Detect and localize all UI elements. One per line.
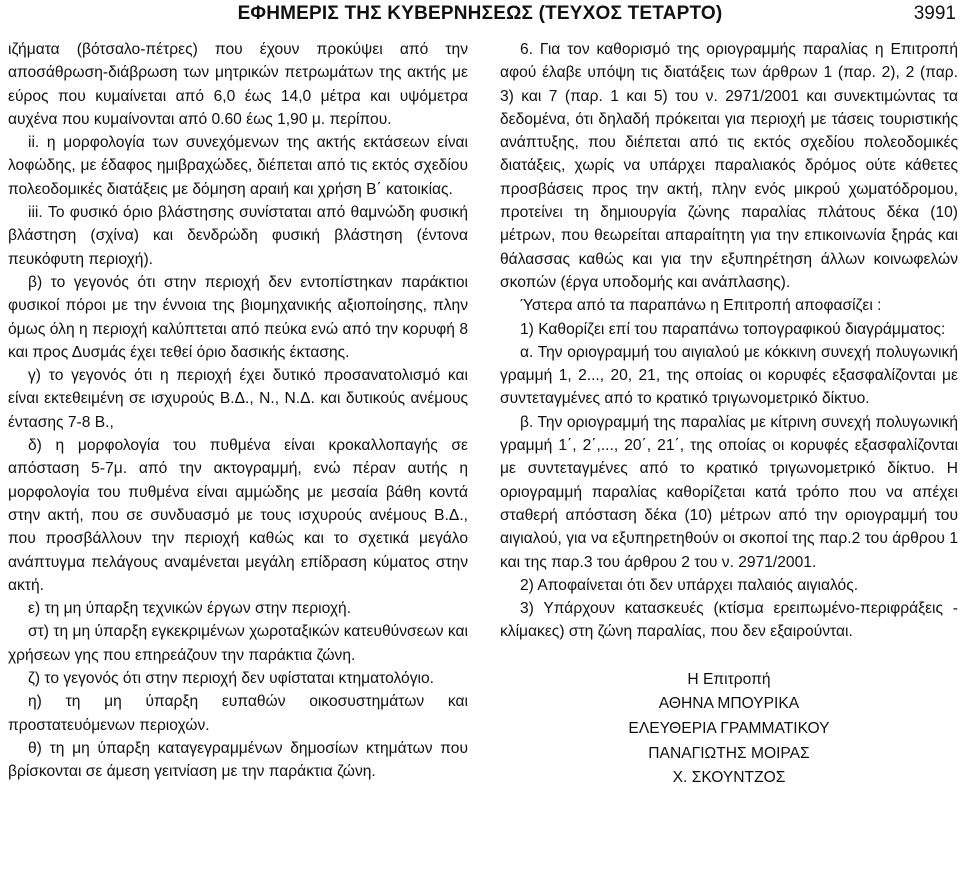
left-column [8, 38, 468, 784]
signature-member-3: ΠΑΝΑΓΙΩΤΗΣ ΜΟΙΡΑΣ [648, 744, 810, 762]
paragraph-sediments: ιζήματα (βότσαλο-πέτρες) που έχουν προκύψει από την αποσάθρωση-διάβρωση των μητρικών πετρωμάτων της ακτής με εύρος που κυμαίνεται από 6,0 έως 14,0 μέτρα και υψόμετρα αυχένα που κυμαίνονται από 0.60 έως 1,90 μ. περίπου. [8, 41, 468, 128]
signature-committee: Η Επιτροπή [687, 670, 771, 688]
paragraph-1-defines: 1) Καθορίζει επί του παραπάνω τοπογραφικού διαγράμματος: [520, 320, 946, 338]
paragraph-iii-vegetation: iii. Το φυσικό όριο βλάστησης συνίσταται από θαμνώδη φυσική βλάστηση (σχίνα) και δενδρώδη φυσική βλάστηση (έντονα πευκόφυτη περιοχή). [8, 204, 468, 268]
signature-member-1: ΑΘΗΝΑ ΜΠΟΥΡΙΚΑ [658, 695, 800, 713]
paragraph-6-shoreline-definition: 6. Για τον καθορισμό της οριογραμμής παραλίας η Επιτροπή αφού έλαβε υπόψη τις διατάξεις των άρθρων 1 (παρ. 2), 2 (παρ. 3) και 7 (παρ. 1 και 5) του ν. 2971/2001 και συνεκτιμώντας τα δεδομένα, ότι δηλαδή πρόκειται για περιοχή με τάσεις τουριστικής ανάπτυξης, που διέπεται από τις εκτός σχεδίου πολεοδομικές διατάξεις, χωρίς να υπάρχει παραλιακός δρόμος ούτε κάθετες προσβάσεις προς την ακτή, πλην ενός μικρού χωματόδρομου, προτείνει τη δημιουργία ζώνης παραλίας πλάτους δέκα (10) μέτρων, που θεωρείται απαραίτητη για την επικοινωνία ξηράς και θάλασσας καθώς και για την εξυπηρέτηση άλλων κοινωφελών σκοπών (έργα υποδομής και ανάπλασης). [500, 41, 958, 291]
paragraph-committee-decides: Ύστερα από τα παραπάνω η Επιτροπή αποφασίζει : [520, 297, 882, 315]
paragraph-th-public-estates: θ) τη μη ύπαρξη καταγεγραμμένων δημοσίων κτημάτων που βρίσκονται σε άμεση γειτνίαση με την παράκτια ζώνη. [8, 739, 468, 781]
paragraph-3-constructions: 3) Υπάρχουν κατασκευές (κτίσμα ερειπωμένο-περιφράξεις - κλίμακες) στη ζώνη παραλίας, που δεν εξαιρούνται. [500, 600, 958, 641]
signature-member-4: Χ. ΣΚΟΥΝΤΖΟΣ [672, 769, 786, 787]
right-column [500, 38, 958, 791]
paragraph-b-natural-resources: β) το γεγονός ότι στην περιοχή δεν εντοπίστηκαν παράκτιοι φυσικοί πόροι με την έννοια της βιομηχανικής αξιοποίησης, πλην όμως όλη η περιοχή καλύπτεται από πεύκα ενώ από την κορυφή 8 και προς Δυσμάς έχει τεθεί όριο δασικής έκτασης. [8, 273, 468, 361]
paragraph-a-foreshore-line: α. Την οριογραμμή του αιγιαλού με κόκκινη συνεχή πολυγωνική γραμμή 1, 2..., 20, 21, της οποίας οι κορυφές εξασφαλίζονται με συντεταγμένες από το κρατικό τριγωνομετρικό δίκτυο. [500, 343, 958, 408]
signature-member-2: ΕΛΕΥΘΕΡΙΑ ΓΡΑΜΜΑΤΙΚΟΥ [628, 719, 830, 737]
paragraph-h-ecosystems: η) τη μη ύπαρξη ευπαθών οικοσυστημάτων και προστατευόμενων περιοχών. [8, 693, 468, 734]
paragraph-z-cadastre: ζ) το γεγονός ότι στην περιοχή δεν υφίσταται κτηματολόγιο. [28, 670, 435, 688]
signature-block [500, 668, 958, 791]
paragraph-ii-morphology: ii. η μορφολογία των συνεχόμενων της ακτής εκτάσεων είναι λοφώδης, με έδαφος ημιβραχώδες, διέπεται από τις εκτός σχεδίου πολεοδομικές διατάξεις με δόμηση αραιή και χρήση Β΄ κατοικίας. [8, 134, 468, 198]
paragraph-e-technical-works: ε) τη μη ύπαρξη τεχνικών έργων στην περιοχή. [28, 600, 352, 618]
paragraph-c-orientation: γ) το γεγονός ότι η περιοχή έχει δυτικό προσανατολισμό και είναι εκτεθειμένη σε ισχυρούς Β.Δ., Ν., Ν.Δ. και δυτικούς ανέμους έντασης 7-8 Β., [8, 367, 468, 431]
paragraph-d-seabed: δ) η μορφολογία του πυθμένα είναι κροκαλλοπαγής σε απόσταση 5-7μ. από την ακτογραμμή, ενώ πέραν αυτής η μορφολογία του πυθμένα είναι αμμώδης με μεσαία βάθη κοντά στην ακτή, που σε συνδυασμό με τους ισχυρούς ανέμους Β.Δ., που προσβάλλουν την περιοχή καθώς και το σχετικά μεγάλο ανάπτυγμα πελάγους αναμένεται μεγάλη επίδραση κύματος στην ακτή. [8, 437, 468, 594]
gazette-title: ΕΦΗΜΕΡΙΣ ΤΗΣ ΚΥΒΕΡΝΗΣΕΩΣ (ΤΕΥΧΟΣ ΤΕΤΑΡΤΟ) [237, 3, 723, 24]
page-number: 3991 [913, 3, 956, 24]
paragraph-st-spatial-planning: στ) τη μη ύπαρξη εγκεκριμένων χωροταξικών κατευθύνσεων και χρήσεων γης που επηρεάζουν την παράκτια ζώνη. [8, 623, 468, 664]
page-header [0, 0, 960, 30]
paragraph-b-beach-line: β. Την οριογραμμή της παραλίας με κίτρινη συνεχή πολυγωνική γραμμή 1΄, 2΄,..., 20΄, 21΄, της οποίας οι κορυφές εξασφαλίζονται με συντεταγμένες από το κρατικό τριγωνομετρικό δίκτυο. Η οριογραμμή παραλίας καθορίζεται κατά τρόπο που να απέχει σταθερή απόσταση δέκα (10) μέτρων από την οριογραμμή του αιγιαλού, για να εξυπηρετηθούν οι σκοποί της παρ.2 του άρθρου 1 και της παρ.3 του άρθρου 2 του ν. 2971/2001. [500, 413, 958, 571]
paragraph-2-old-foreshore: 2) Αποφαίνεται ότι δεν υπάρχει παλαιός αιγιαλός. [520, 576, 859, 594]
